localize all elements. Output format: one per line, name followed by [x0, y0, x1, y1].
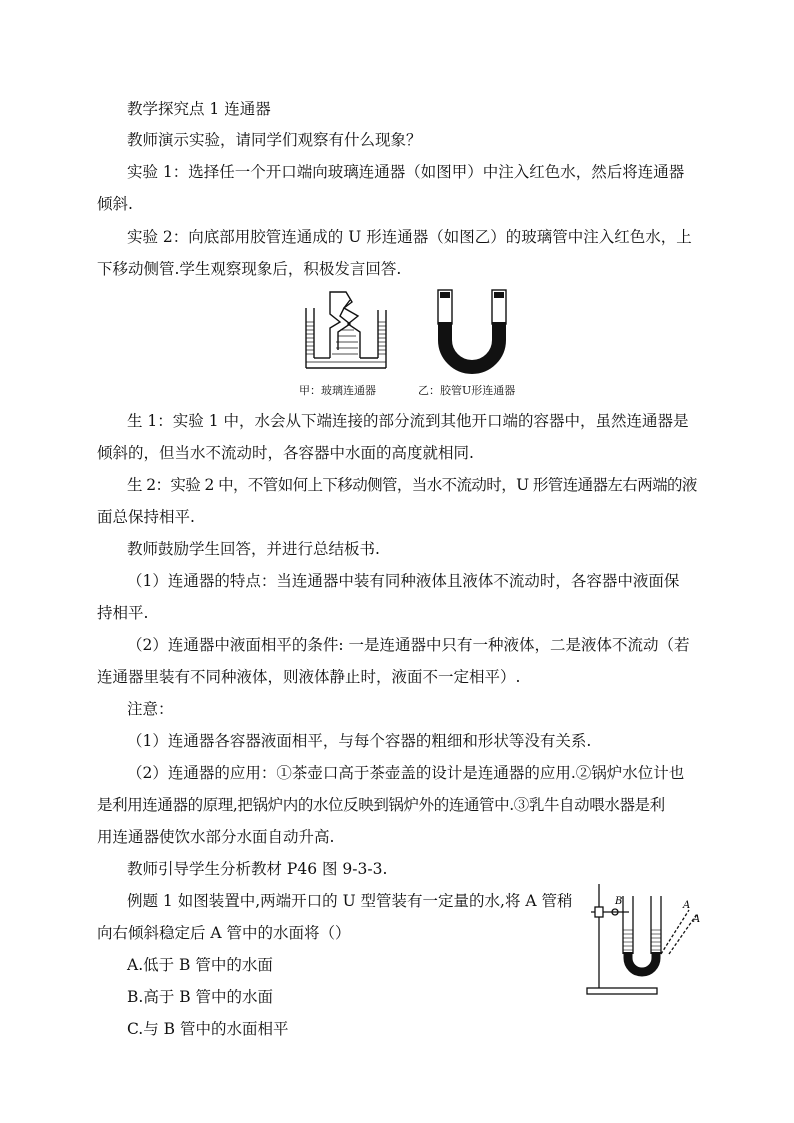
note1: （1）连通器各容器液面相平，与每个容器的粗细和形状等没有关系. [127, 732, 592, 750]
teacher-summary: 教师鼓励学生回答，并进行总结板书. [127, 540, 380, 558]
note2-line3: 用连通器使饮水部分水面自动升高. [97, 828, 335, 846]
point1-line2: 持相平. [97, 604, 149, 622]
student2-line1: 生 2：实验 2 中，不管如何上下移动侧管，当水不流动时，U 形管连通器左右两端的液 [127, 476, 697, 494]
student2-line2: 面总保持相平. [97, 508, 195, 526]
example-line1: 例题 1 如图装置中,两端开口的 U 型管装有一定量的水,将 A 管稍 [127, 892, 573, 910]
student1-line1: 生 1：实验 1 中，水会从下端连接的部分流到其他开口端的容器中，虽然连通器是 [127, 412, 689, 430]
section-heading: 教学探究点 1 连通器 [127, 100, 271, 118]
point2-line1: （2）连通器中液面相平的条件: 一是连通器中只有一种液体，二是液体不流动（若 [127, 636, 690, 654]
note2-line1: （2）连通器的应用：①茶壶口高于茶壶盖的设计是连通器的应用.②锅炉水位计也 [127, 764, 685, 782]
note2-line2: 是利用连通器的原理,把锅炉内的水位反映到锅炉外的连通管中.③乳牛自动喂水器是利 [97, 796, 665, 814]
option-a: A.低于 B 管中的水面 [127, 956, 273, 974]
label-a-tilted: A [683, 900, 691, 911]
option-b: B.高于 B 管中的水面 [127, 988, 274, 1006]
note-label: 注意： [127, 700, 174, 718]
option-c: C.与 B 管中的水面相平 [127, 1020, 289, 1038]
exp2-line1: 实验 2：向底部用胶管连通成的 U 形连通器（如图乙）的玻璃管中注入红色水，上 [127, 228, 692, 246]
caption-glass-connector: 甲：玻璃连通器 [299, 384, 376, 397]
intro-line: 教师演示实验，请同学们观察有什么现象？ [127, 131, 422, 149]
rubber-u-tube-figure [430, 288, 516, 384]
label-b: B [615, 896, 623, 907]
example-u-tube-stand-figure [585, 882, 705, 998]
label-a: A [693, 914, 701, 925]
exp2-line2: 下移动侧管.学生观察现象后，积极发言回答. [97, 260, 402, 278]
student1-line2: 倾斜的，但当水不流动时，各容器中水面的高度就相同. [97, 444, 474, 462]
point2-line2: 连通器里装有不同种液体，则液体静止时，液面不一定相平）. [97, 668, 521, 686]
exp1-line1: 实验 1：选择任一个开口端向玻璃连通器（如图甲）中注入红色水，然后将连通器 [127, 163, 685, 181]
glass-connector-figure [300, 288, 392, 380]
teacher-guide: 教师引导学生分析教材 P46 图 9-3-3. [127, 860, 388, 878]
point1-line1: （1）连通器的特点：当连通器中装有同种液体且液体不流动时，各容器中液面保 [127, 572, 680, 590]
caption-u-tube: 乙：胶管U形连通器 [418, 384, 516, 397]
example-line2: 向右倾斜稳定后 A 管中的水面将（） [97, 924, 351, 942]
exp1-line2: 倾斜. [97, 195, 133, 213]
